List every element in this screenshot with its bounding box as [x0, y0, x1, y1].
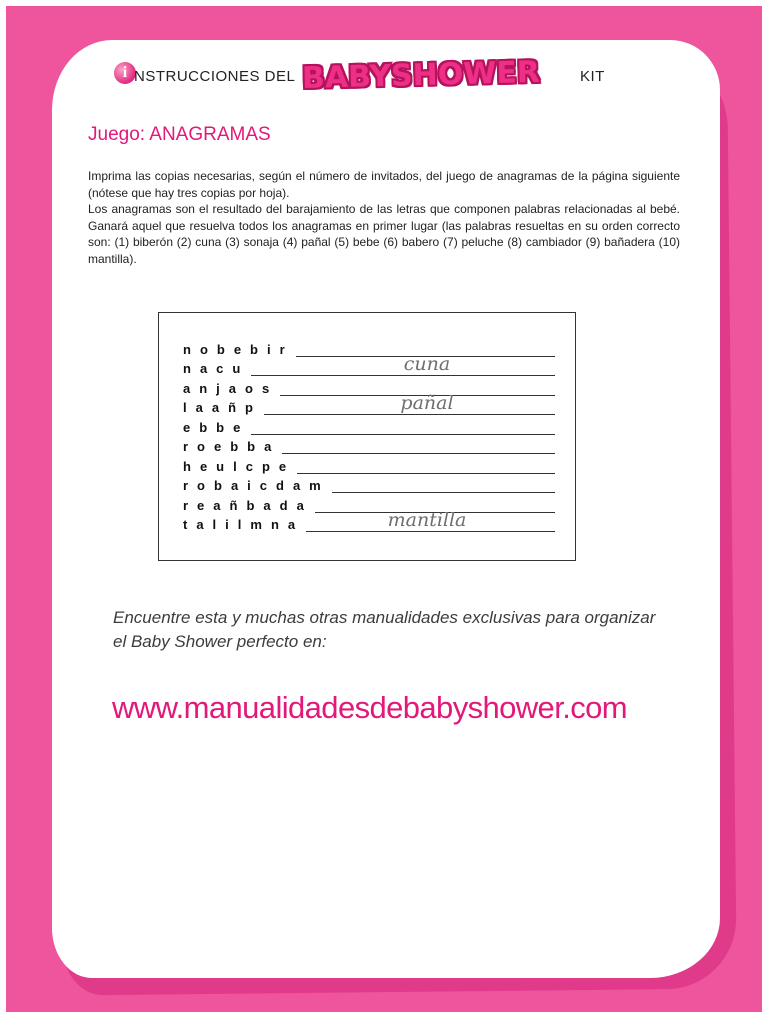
brand-logo: BABYSHOWER [301, 54, 541, 97]
answer-line[interactable] [332, 492, 555, 493]
anagram-row [183, 456, 555, 476]
anagram-letters: laañp [183, 400, 262, 415]
answer-line[interactable] [251, 434, 555, 435]
handwritten-answer: mantilla [387, 509, 467, 531]
anagram-row [183, 392, 555, 418]
answer-line[interactable] [297, 473, 555, 474]
instructions-paragraph-1: Imprima las copias necesarias, según el número de invitados, del juego de anagramas de la página siguiente (nótese que hay tres copias por hoja). [88, 169, 680, 200]
anagram-row [183, 476, 555, 496]
anagram-letters: ebbe [183, 419, 250, 435]
instructions-paragraph-2: Los anagramas son el resultado del barajamiento de las letras que componen palabras relacionadas al bebé. Ganará aquel que resuelva todos los anagramas en primer lugar (las palabras resueltas en su orden correcto son: (1) biberón (2) cuna (3) sonaja (4) pañal (5) bebe (6) babero (7) peluche (8) cambiador (9) bañadera (10) mantilla). [88, 202, 680, 266]
info-icon: i [114, 62, 136, 84]
anagram-row [183, 378, 555, 398]
instructions [88, 168, 680, 267]
answer-line[interactable] [264, 414, 555, 415]
header-instructions-text: NSTRUCCIONES DEL [134, 68, 296, 85]
anagram-letters: heulcpe [183, 458, 296, 474]
anagram-letters: talilmna [183, 517, 305, 532]
anagram-box [158, 312, 576, 561]
header [112, 54, 672, 98]
anagram-row [183, 495, 555, 515]
handwritten-answer: pañal [400, 392, 454, 414]
anagram-row [183, 339, 555, 359]
anagram-letters: roebba [183, 439, 281, 454]
answer-line[interactable] [282, 453, 555, 454]
anagram-letters: nacu [183, 361, 250, 376]
handwritten-answer: cuna [403, 353, 451, 375]
anagram-letters: reañbada [183, 497, 313, 513]
answer-line[interactable] [306, 531, 555, 532]
website-link[interactable]: www.manualidadesdebabyshower.com [112, 690, 627, 725]
anagram-letters: nobebir [183, 341, 294, 357]
anagram-row [183, 417, 555, 437]
anagram-row [183, 509, 555, 535]
anagram-letters: anjaos [183, 380, 279, 396]
header-kit-text: KIT [580, 68, 605, 85]
anagram-row [183, 437, 555, 457]
anagram-row [183, 353, 555, 379]
anagram-letters: robaicdam [183, 478, 330, 493]
game-title: Juego: ANAGRAMAS [88, 124, 271, 145]
answer-line[interactable] [251, 375, 555, 376]
promo-text: Encuentre esta y muchas otras manualidades exclusivas para organizar el Baby Shower perfecto en: [113, 608, 656, 651]
